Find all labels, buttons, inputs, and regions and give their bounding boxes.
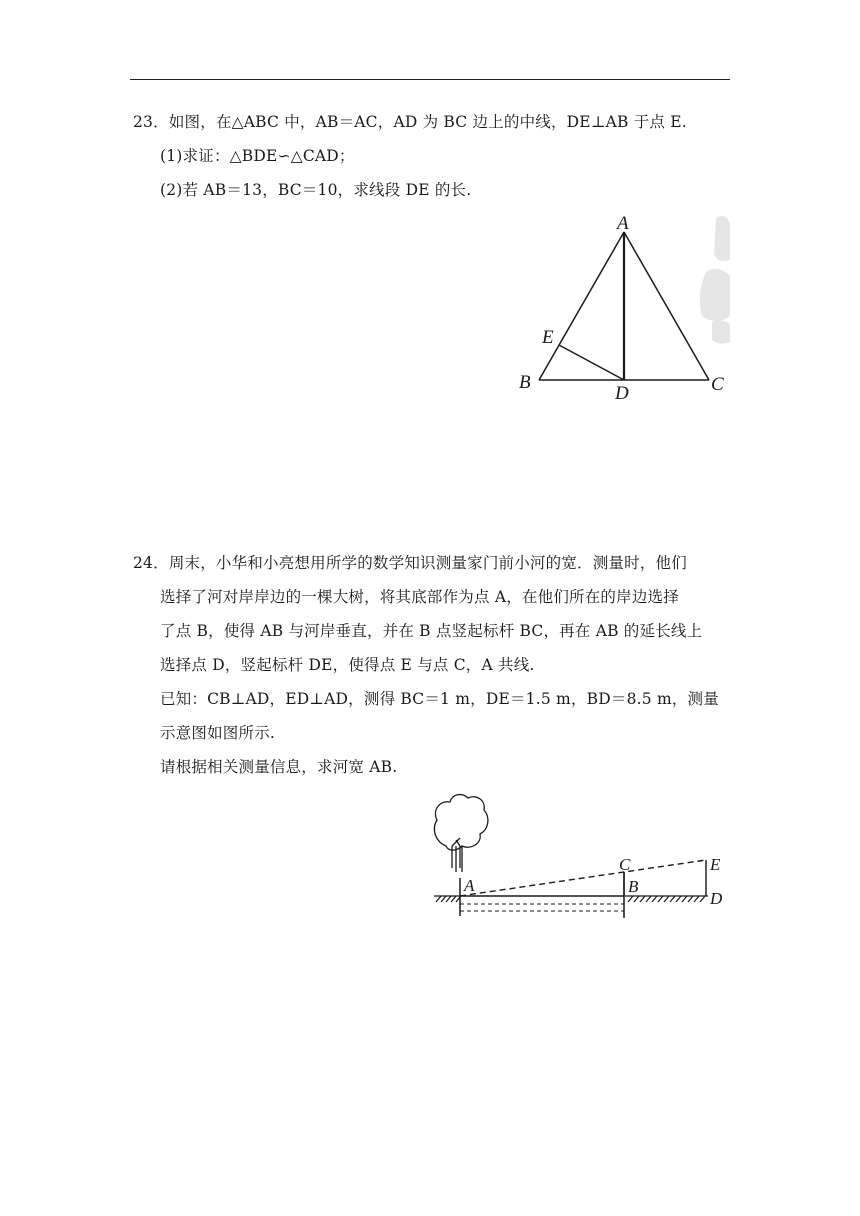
ground-right [625, 896, 708, 902]
q24-line4: 选择点 D，竖起标杆 DE，使得点 E 与点 C，A 共线. [160, 656, 535, 674]
label-b: B [519, 372, 531, 393]
q24-given1: 已知：CB⊥AD，ED⊥AD，测得 BC＝1 m，DE＝1.5 m，BD＝8.5 m，测量 [160, 690, 719, 708]
label-b: B [628, 877, 639, 896]
label-d: D [710, 889, 723, 908]
label-d: D [615, 383, 629, 404]
label-a: A [617, 213, 629, 234]
q24-line3: 了点 B，使得 AB 与河岸垂直，并在 B 点竖起标杆 BC，再在 AB 的延长线上 [160, 622, 703, 640]
q23-part2: (2)若 AB＝13，BC＝10，求线段 DE 的长. [160, 181, 472, 199]
q24-given2: 示意图如图所示. [160, 724, 276, 742]
label-e: E [710, 855, 721, 874]
ground-left [434, 896, 460, 902]
q23-part1: (1)求证：△BDE∽△CAD； [160, 147, 355, 165]
sight-line [460, 860, 706, 896]
label-a: A [464, 876, 475, 895]
q24-line2: 选择了河对岸岸边的一棵大树，将其底部作为点 A，在他们所在的岸边选择 [160, 588, 679, 606]
label-c: C [711, 374, 724, 395]
label-c: C [619, 855, 631, 874]
river [460, 872, 624, 918]
q23-stem: 23．如图，在△ABC 中，AB＝AC，AD 为 BC 边上的中线，DE⊥AB 于点 E. [133, 113, 687, 131]
q24-ask: 请根据相关测量信息，求河宽 AB. [160, 758, 398, 776]
tree-icon [434, 795, 488, 872]
q24-line1: 24．周末，小华和小亮想用所学的数学知识测量家门前小河的宽．测量时，他们 [133, 554, 687, 572]
measurement-lines [460, 860, 706, 896]
label-e: E [542, 327, 554, 348]
